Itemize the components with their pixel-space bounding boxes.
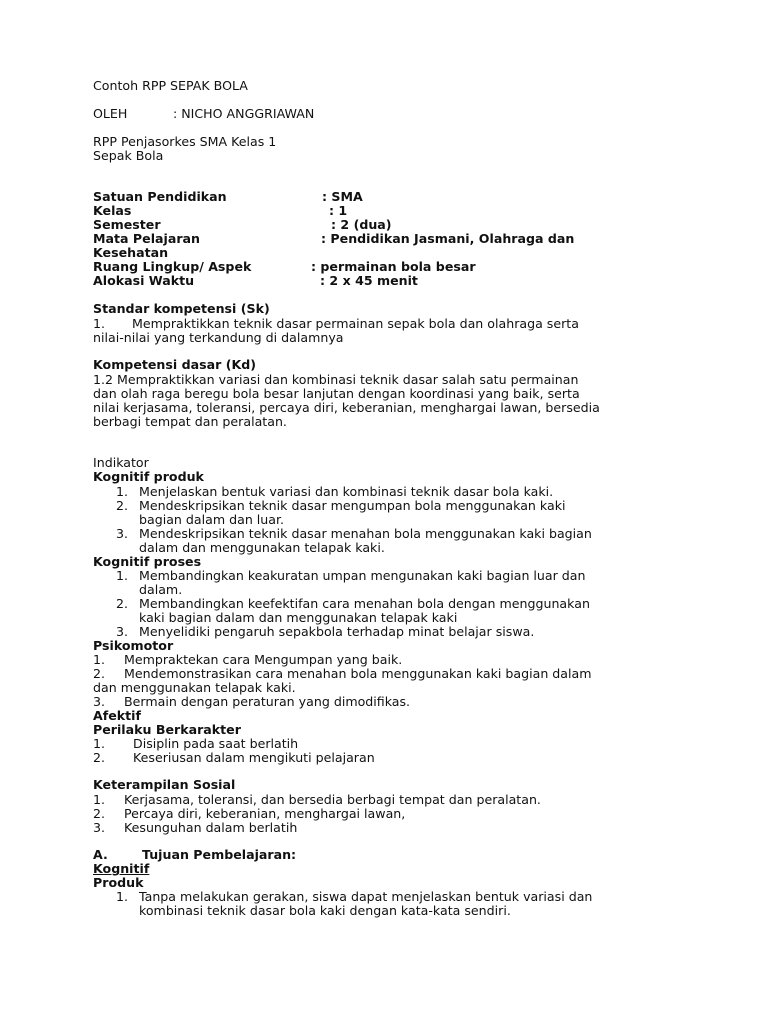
- list-item: Mendemonstrasikan cara menahan bola menggunakan kaki bagian dalam: [124, 666, 592, 681]
- author-name: : NICHO ANGGRIAWAN: [173, 106, 315, 121]
- subsection-heading: Afektif: [93, 708, 141, 723]
- identity-label: Satuan Pendidikan: [93, 189, 227, 204]
- identity-value-cont: Kesehatan: [93, 245, 169, 260]
- paragraph-line: dan olah raga beregu bola besar lanjutan dengan koordinasi yang baik, serta: [93, 386, 580, 401]
- identity-label: Semester: [93, 217, 161, 232]
- list-number: 1.: [93, 736, 106, 751]
- subsection-heading: Keterampilan Sosial: [93, 777, 236, 792]
- list-number: 1.: [93, 792, 106, 807]
- identity-value: : SMA: [322, 189, 363, 204]
- section-heading: Kompetensi dasar (Kd): [93, 357, 256, 372]
- list-number: 3.: [93, 820, 106, 835]
- subsection-heading: Produk: [93, 875, 144, 890]
- list-item: Kerjasama, toleransi, dan bersedia berbagi tempat dan peralatan.: [124, 792, 541, 807]
- author-label: OLEH: [93, 106, 128, 121]
- list-item: Tanpa melakukan gerakan, siswa dapat menjelaskan bentuk variasi dan: [139, 889, 593, 904]
- list-number: 1.: [116, 568, 129, 583]
- section-heading: Indikator: [93, 455, 149, 470]
- list-number: 3.: [116, 526, 129, 541]
- identity-value: : 2 x 45 menit: [320, 273, 418, 288]
- list-item: Percaya diri, keberanian, menghargai lawan,: [124, 806, 406, 821]
- paragraph-line: 1.2 Mempraktikkan variasi dan kombinasi teknik dasar salah satu permainan: [93, 372, 579, 387]
- section-letter: A.: [93, 847, 108, 862]
- identity-label: Mata Pelajaran: [93, 231, 201, 246]
- list-item: Kesunguhan dalam berlatih: [124, 820, 298, 835]
- list-number: 3.: [116, 624, 129, 639]
- identity-label: Alokasi Waktu: [93, 273, 195, 288]
- list-number: 2.: [116, 498, 129, 513]
- list-item: Mendeskripsikan teknik dasar mengumpan bola menggunakan kaki: [139, 498, 566, 513]
- list-item: Mempraktekan cara Mengumpan yang baik.: [124, 652, 403, 667]
- section-heading: Standar kompetensi (Sk): [93, 301, 270, 316]
- paragraph-line: berbagi tempat dan peralatan.: [93, 414, 287, 429]
- list-number: 2.: [116, 596, 129, 611]
- list-number: 2.: [93, 666, 106, 681]
- list-number: 3.: [93, 694, 106, 709]
- subsection-heading: Kognitif produk: [93, 469, 204, 484]
- list-item: Menyelidiki pengaruh sepakbola terhadap minat belajar siswa.: [139, 624, 535, 639]
- list-item: Membandingkan keakuratan umpan mengunakan kaki bagian luar dan: [139, 568, 586, 583]
- list-number: 2.: [93, 750, 106, 765]
- document-title: Contoh RPP SEPAK BOLA: [93, 78, 248, 93]
- list-number: 1.: [116, 889, 129, 904]
- list-item: Menjelaskan bentuk variasi dan kombinasi teknik dasar bola kaki.: [139, 484, 554, 499]
- list-item: Disiplin pada saat berlatih: [133, 736, 299, 751]
- list-item: Mendeskripsikan teknik dasar menahan bola menggunakan kaki bagian: [139, 526, 592, 541]
- list-item: bagian dalam dan luar.: [139, 512, 285, 527]
- identity-value: : Pendidikan Jasmani, Olahraga dan: [321, 231, 575, 246]
- section-heading: Tujuan Pembelajaran:: [142, 847, 297, 862]
- list-item: dan menggunakan telapak kaki.: [93, 680, 296, 695]
- list-item: dalam dan menggunakan telapak kaki.: [139, 540, 385, 555]
- subsection-heading: Psikomotor: [93, 638, 174, 653]
- list-number: 1.: [93, 316, 106, 331]
- list-item: kaki bagian dalam dan menggunakan telapak kaki: [139, 610, 458, 625]
- identity-label: Kelas: [93, 203, 132, 218]
- paragraph-line: Mempraktikkan teknik dasar permainan sepak bola dan olahraga serta: [132, 316, 579, 331]
- list-item: Bermain dengan peraturan yang dimodifikas.: [124, 694, 411, 709]
- subsection-heading: Kognitif: [93, 861, 150, 876]
- identity-value: : permainan bola besar: [311, 259, 476, 274]
- subsection-heading: Kognitif proses: [93, 554, 202, 569]
- subtitle-line: Sepak Bola: [93, 148, 164, 163]
- list-item: dalam.: [139, 582, 183, 597]
- paragraph-line: nilai kerjasama, toleransi, percaya diri, keberanian, menghargai lawan, bersedia: [93, 400, 600, 415]
- list-number: 2.: [93, 806, 106, 821]
- list-number: 1.: [93, 652, 106, 667]
- list-item: Keseriusan dalam mengikuti pelajaran: [133, 750, 375, 765]
- identity-value: : 2 (dua): [331, 217, 392, 232]
- subsection-heading: Perilaku Berkarakter: [93, 722, 241, 737]
- list-item: kombinasi teknik dasar bola kaki dengan kata-kata sendiri.: [139, 903, 511, 918]
- list-number: 1.: [116, 484, 129, 499]
- list-item: Membandingkan keefektifan cara menahan bola dengan menggunakan: [139, 596, 590, 611]
- paragraph-line: nilai-nilai yang terkandung di dalamnya: [93, 330, 344, 345]
- subtitle-line: RPP Penjasorkes SMA Kelas 1: [93, 134, 277, 149]
- identity-label: Ruang Lingkup/ Aspek: [93, 259, 252, 274]
- identity-value: : 1: [329, 203, 348, 218]
